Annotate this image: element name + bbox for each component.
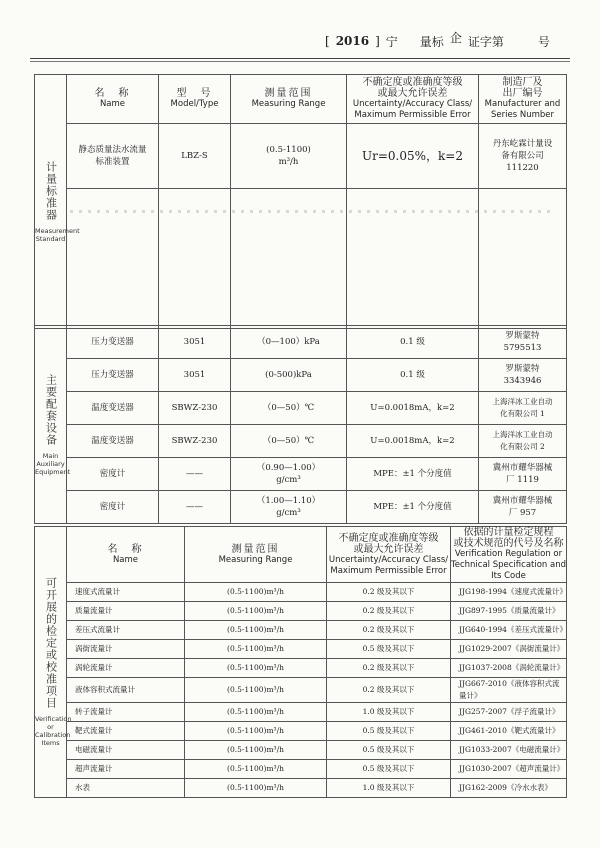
equipment-range-line1: （0—50）℃ [262,436,315,446]
standard-row [35,124,567,189]
cal-spec: JJG461-2010《靶式流量计》 [451,722,567,741]
equipment-manufacturer [479,458,567,491]
equipment-range [231,326,347,359]
standard-model: LBZ-S [159,124,231,189]
cal-header-spec-en2: Technical Specification and Its Code [451,560,566,581]
col-header-range [231,75,347,124]
cal-range: (0.5-1100)m³/h [185,602,327,621]
equipment-row [35,491,567,524]
cal-uncertainty: 0.5 级及其以下 [327,760,451,779]
calibration-side-zh: 可开展的检定或校准项目 [44,577,58,709]
equipment-range [231,425,347,458]
equipment-uncertainty: 0.1 级 [347,326,479,359]
calibration-row [35,678,567,703]
col-header-mfr-zh2: 出厂编号 [502,88,543,99]
equipment-manufacturer [479,326,567,359]
cal-header-spec-zh1: 依据的计量检定规程 [463,527,554,538]
col-header-unc-zh2: 或最大允许误差 [377,88,448,99]
cal-header-spec-zh2: 或技术规范的代号及名称 [453,538,564,549]
header-bracket-open: [ [325,34,330,48]
header-rule-2 [30,61,570,62]
cal-spec: JJG198-1994《速度式流量计》 [451,583,567,602]
calibration-row [35,659,567,678]
calibration-row [35,760,567,779]
calibration-row [35,703,567,722]
cal-uncertainty: 0.2 级及其以下 [327,659,451,678]
equipment-model: SBWZ-230 [159,392,231,425]
standard-range [231,124,347,189]
col-header-range-zh: 测量范围 [264,88,313,99]
equipment-range [231,359,347,392]
standard-mfr-line3: 111220 [506,163,539,173]
cal-name: 超声流量计 [67,760,185,779]
cal-spec: JJG640-1994《差压式流量计》 [451,621,567,640]
cal-spec: JJG1030-2007《超声流量计》 [451,760,567,779]
cal-uncertainty: 1.0 级及其以下 [327,703,451,722]
col-header-uncertainty [347,75,479,124]
cal-range: (0.5-1100)m³/h [185,640,327,659]
equipment-uncertainty: MPE：±1 个分度值 [347,458,479,491]
equipment-mfr-line2: 厂 957 [508,508,537,518]
equipment-mfr-line1: 上海洋冰工业自动 [492,397,553,406]
cal-range: (0.5-1100)m³/h [185,703,327,722]
standard-table [34,74,567,329]
standard-side-label [35,75,80,329]
standard-name [67,124,159,189]
header-char-1: 宁 [385,34,398,49]
cal-header-range-en: Measuring Range [218,554,293,565]
calibration-table [34,526,567,798]
calibration-row [35,621,567,640]
cal-name: 靶式流量计 [67,722,185,741]
standard-range-line2: m³/h [278,157,299,167]
cal-header-unc-en2: Maximum Permissible Error [330,565,447,576]
calibration-row [35,741,567,760]
calibration-row [35,779,567,798]
equipment-mfr-line2: 化有限公司 2 [500,442,545,451]
cal-range: (0.5-1100)m³/h [185,583,327,602]
standard-mfr-line2: 备有限公司 [501,151,544,161]
cal-uncertainty: 0.5 级及其以下 [327,741,451,760]
col-header-range-en: Measuring Range [251,99,326,109]
col-header-mfr-en2: Series Number [491,110,554,120]
equipment-manufacturer [479,491,567,524]
cal-uncertainty: 0.2 级及其以下 [327,583,451,602]
equipment-name: 温度变送器 [67,392,159,425]
equipment-mfr-line1: 罗斯蒙特 [505,331,540,341]
cal-spec: JJG257-2007《浮子流量计》 [451,703,567,722]
standard-name-line1: 静态质量法水流量 [78,145,147,155]
equipment-manufacturer [479,359,567,392]
cal-range: (0.5-1100)m³/h [185,659,327,678]
equipment-name: 压力变送器 [67,326,159,359]
equipment-row [35,359,567,392]
header-char-2: 量标 [419,34,444,49]
header-year: 2016 [335,34,370,48]
equipment-range [231,392,347,425]
equipment-uncertainty: U=0.0018mA，k=2 [347,425,479,458]
cal-name: 涡街流量计 [67,640,185,659]
equipment-side-zh: 主要配套设备 [44,373,58,446]
cal-header-spec [451,527,567,583]
cal-spec: JJG667-2010《液体容积式流量计》 [451,678,567,703]
equipment-mfr-line1: 冀州市耀华器械 [492,463,553,473]
equipment-range [231,458,347,491]
cal-spec: JJG897-1995《质量流量计》 [451,602,567,621]
cal-header-range [185,527,327,583]
cal-range: (0.5-1100)m³/h [185,760,327,779]
equipment-range-line1: (0-500)kPa [265,370,312,380]
cal-name: 电磁流量计 [67,741,185,760]
col-header-unc-en1: Uncertainty/Accuracy Class/ [352,99,473,109]
cal-name: 差压式流量计 [67,621,185,640]
calibration-row [35,640,567,659]
equipment-name: 密度计 [67,458,159,491]
calibration-side-label [35,527,72,798]
cal-uncertainty: 0.2 级及其以下 [327,621,451,640]
equipment-side-label [35,326,71,524]
col-header-model-en: Model/Type [170,99,219,109]
col-header-manufacturer [479,75,567,124]
cal-header-name [67,527,185,583]
cal-uncertainty: 0.5 级及其以下 [327,640,451,659]
equipment-mfr-line2: 5795513 [503,343,542,353]
equipment-row [35,425,567,458]
equipment-model: —— [159,491,231,524]
standard-manufacturer [479,124,567,189]
equipment-table [34,325,567,524]
col-header-mfr-en1: Manufacturer and [484,99,561,109]
cal-range: (0.5-1100)m³/h [185,722,327,741]
cal-uncertainty: 0.2 级及其以下 [327,602,451,621]
equipment-manufacturer [479,425,567,458]
col-header-model-zh: 型 号 [176,88,213,99]
col-header-name-zh: 名 称 [94,88,131,99]
cal-spec: JJG1029-2007《涡街流量计》 [451,640,567,659]
equipment-mfr-line1: 冀州市耀华器械 [492,496,553,506]
cal-header-name-en: Name [112,554,139,565]
header-char-3: 企 [449,30,462,45]
standard-side-en: Measurement Standard [35,226,80,243]
equipment-mfr-line2: 厂 1119 [506,475,539,485]
cal-spec: JJG162-2009《冷水水表》 [451,779,567,798]
equipment-range-line1: （0—100）kPa [257,337,320,347]
cal-uncertainty: 1.0 级及其以下 [327,779,451,798]
col-header-unc-en2: Maximum Permissible Error [354,110,471,120]
cal-range: (0.5-1100)m³/h [185,779,327,798]
equipment-mfr-line2: 3343946 [503,376,542,386]
cal-range: (0.5-1100)m³/h [185,621,327,640]
standard-range-line1: (0.5-1100) [266,145,311,155]
col-header-name [67,75,159,124]
cal-name: 质量流量计 [67,602,185,621]
equipment-side-en: Main Auxiliary Equipment [35,451,71,476]
cal-header-spec-en1: Verification Regulation or [454,549,563,559]
equipment-range-line2: g/cm³ [276,508,301,518]
equipment-manufacturer [479,392,567,425]
equipment-row [35,458,567,491]
calibration-row [35,583,567,602]
cal-name: 液体容积式流量计 [67,678,185,703]
cal-header-name-zh: 名 称 [107,543,144,555]
standard-mfr-line1: 丹东屹霖计量设 [492,139,553,149]
equipment-range-line1: （1.00—1.10） [256,496,321,506]
equipment-model: SBWZ-230 [159,425,231,458]
col-header-name-en: Name [99,99,126,109]
cal-uncertainty: 0.5 级及其以下 [327,722,451,741]
standard-uncertainty: Ur=0.05%，k=2 [347,124,479,189]
header-rule [30,58,570,59]
cal-header-unc-en1: Uncertainty/Accuracy Class/ [328,554,449,565]
equipment-uncertainty: 0.1 级 [347,359,479,392]
certificate-header [325,32,575,50]
equipment-model: 3051 [159,326,231,359]
cal-uncertainty: 0.2 级及其以下 [327,678,451,703]
equipment-model: 3051 [159,359,231,392]
cal-header-unc-zh2: 或最大允许误差 [353,543,424,555]
cal-range: (0.5-1100)m³/h [185,741,327,760]
cal-name: 涡轮流量计 [67,659,185,678]
standard-side-zh: 计量标准器 [44,160,58,221]
equipment-range-line2: g/cm³ [276,475,301,485]
equipment-range [231,491,347,524]
equipment-mfr-line1: 罗斯蒙特 [505,364,540,374]
equipment-uncertainty: U=0.0018mA，k=2 [347,392,479,425]
equipment-row [35,392,567,425]
header-char-4: 证字第 [467,34,504,49]
calibration-row [35,722,567,741]
cal-spec: JJG1037-2008《涡轮流量计》 [451,659,567,678]
cal-header-range-zh: 测量范围 [231,543,280,555]
faint-dotted-line [70,210,550,213]
cal-name: 速度式流量计 [67,583,185,602]
col-header-unc-zh1: 不确定度或准确度等级 [362,77,463,88]
header-char-5: 号 [537,34,550,49]
equipment-mfr-line1: 上海洋冰工业自动 [492,430,553,439]
equipment-range-line1: （0.90—1.00） [256,463,321,473]
equipment-mfr-line2: 化有限公司 1 [500,409,545,418]
calibration-row [35,602,567,621]
cal-header-uncertainty [327,527,451,583]
equipment-name: 压力变送器 [67,359,159,392]
standard-name-line2: 标准装置 [95,157,130,167]
cal-header-unc-zh1: 不确定度或准确度等级 [338,532,439,544]
equipment-uncertainty: MPE：±1 个分度值 [347,491,479,524]
col-header-mfr-zh1: 制造厂及 [502,77,543,88]
cal-range: (0.5-1100)m³/h [185,678,327,703]
calibration-side-en: Verification or Calibration Items [35,715,72,747]
equipment-row [35,326,567,359]
cal-spec: JJG1033-2007《电磁流量计》 [451,741,567,760]
cal-name: 转子流量计 [67,703,185,722]
equipment-name: 密度计 [67,491,159,524]
equipment-range-line1: （0—50）℃ [262,403,315,413]
header-bracket-close: ] [375,34,380,48]
equipment-model: —— [159,458,231,491]
col-header-model [159,75,231,124]
equipment-name: 温度变送器 [67,425,159,458]
cal-name: 水表 [67,779,185,798]
